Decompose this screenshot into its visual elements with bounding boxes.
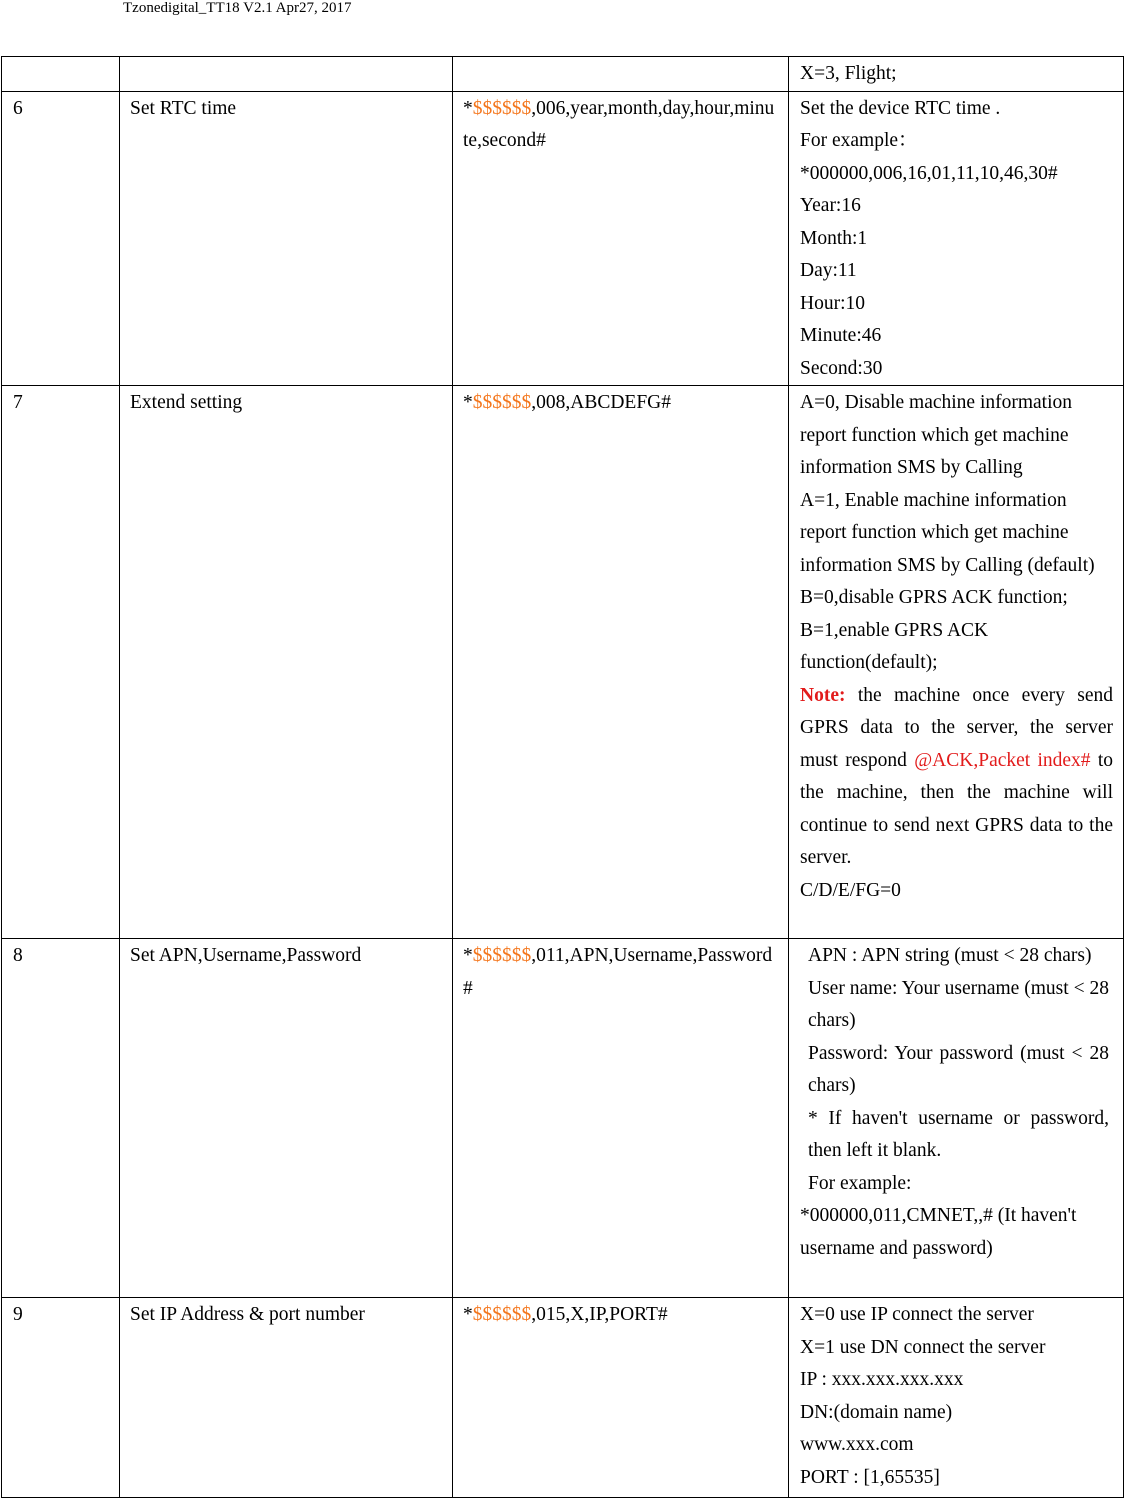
description-line: Year:16 xyxy=(800,195,861,216)
description-line: www.xxx.com xyxy=(800,1434,914,1455)
description-b0: B=0,disable GPRS ACK function; xyxy=(800,587,1068,608)
command-syntax xyxy=(453,939,789,1298)
command-description xyxy=(789,386,1124,939)
command-table xyxy=(1,56,1124,1498)
row-number xyxy=(2,57,120,92)
command-syntax xyxy=(453,57,789,92)
command-name: Set APN,Username,Password xyxy=(120,939,453,1298)
row-number: 9 xyxy=(2,1298,120,1498)
description-example-label: For example: xyxy=(808,1172,912,1194)
description-line: *000000,006,16,01,11,10,46,30# xyxy=(800,162,1058,184)
command-prefix: * xyxy=(463,945,473,966)
command-params: ,011,APN,Username,Password# xyxy=(463,945,773,999)
command-syntax xyxy=(453,91,789,386)
description-username: User name: Your username (must < 28 chars) xyxy=(808,977,1109,1031)
note-paragraph xyxy=(800,680,1113,875)
table-row xyxy=(2,386,1124,939)
table-row xyxy=(2,57,1124,92)
command-password: $$$$$$ xyxy=(472,392,532,413)
page-header: Tzonedigital_TT18 V2.1 Apr27, 2017 xyxy=(123,0,352,16)
row-number: 8 xyxy=(2,939,120,1298)
description-line: X=0 use IP connect the server xyxy=(800,1304,1034,1325)
row-number: 6 xyxy=(2,91,120,386)
description-line: X=3, Flight; xyxy=(800,63,897,84)
description-line: For example： xyxy=(800,130,918,151)
description-line: Month:1 xyxy=(800,227,868,249)
note-label: Note: xyxy=(800,684,846,706)
command-params: ,015,X,IP,PORT# xyxy=(531,1304,668,1325)
command-params: ,006,year,month,day,hour,minute,second# xyxy=(463,97,775,151)
command-params: ,008,ABCDEFG# xyxy=(531,392,672,413)
description-line: Minute:46 xyxy=(800,325,882,346)
description-line: Hour:10 xyxy=(800,292,865,314)
description-password: Password: Your password (must < 28 chars) xyxy=(808,1042,1109,1096)
description-cdefg: C/D/E/FG=0 xyxy=(800,879,901,901)
command-description xyxy=(789,939,1124,1298)
note-text: to the machine, then the machine will continue to send next GPRS data to the server. xyxy=(800,749,1113,868)
row-number: 7 xyxy=(2,386,120,939)
description-line: Set the device RTC time . xyxy=(800,97,1001,119)
command-prefix: * xyxy=(463,392,473,413)
table-row xyxy=(2,91,1124,386)
table-row xyxy=(2,939,1124,1298)
command-description xyxy=(789,57,1124,92)
command-password: $$$$$$ xyxy=(472,1304,532,1325)
command-name: Extend setting xyxy=(120,386,453,939)
command-name: Set RTC time xyxy=(120,91,453,386)
description-line: DN:(domain name) xyxy=(800,1401,953,1423)
command-password: $$$$$$ xyxy=(472,945,532,966)
note-highlight: @ACK,Packet index# xyxy=(914,749,1091,771)
command-description xyxy=(789,1298,1124,1498)
command-description xyxy=(789,91,1124,386)
description-line: X=1 use DN connect the server xyxy=(800,1336,1046,1358)
command-prefix: * xyxy=(463,1304,473,1325)
description-line: Day:11 xyxy=(800,260,857,281)
command-name xyxy=(120,57,453,92)
description-example: *000000,011,CMNET,,# (It haven't username and password) xyxy=(800,1205,1077,1259)
description-b1: B=1,enable GPRS ACK function(default); xyxy=(800,619,989,673)
command-syntax xyxy=(453,1298,789,1498)
description-line: PORT : [1,65535] xyxy=(800,1466,940,1488)
description-a1: A=1, Enable machine information report function which get machine information SMS by Calling (default) xyxy=(800,489,1095,576)
command-prefix: * xyxy=(463,97,473,119)
command-syntax xyxy=(453,386,789,939)
description-apn: APN : APN string (must < 28 chars) xyxy=(808,945,1092,966)
description-blank-note: * If haven't username or password, then left it blank. xyxy=(808,1107,1109,1161)
note-text: the machine once every send GPRS data to the server, the server must respond xyxy=(800,684,1113,771)
command-password: $$$$$$ xyxy=(472,97,532,119)
command-name: Set IP Address & port number xyxy=(120,1298,453,1498)
description-line: IP : xxx.xxx.xxx.xxx xyxy=(800,1369,964,1390)
description-a0: A=0, Disable machine information report function which get machine information SMS by Calling xyxy=(800,392,1073,478)
description-line: Second:30 xyxy=(800,357,883,379)
table-row xyxy=(2,1298,1124,1498)
